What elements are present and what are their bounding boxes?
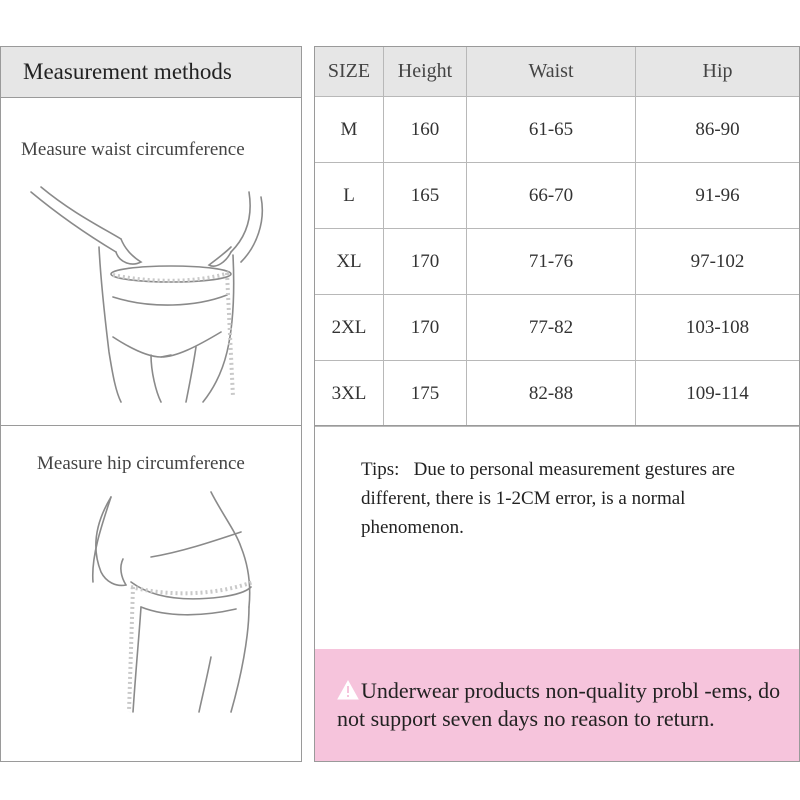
hip-cell: 103-108 (636, 295, 800, 361)
measurement-methods-panel (0, 46, 302, 762)
table-row (315, 97, 799, 163)
size-cell: L (315, 163, 384, 229)
hip-measure-illustration (71, 487, 271, 717)
waist-cell: 66-70 (467, 163, 636, 229)
height-cell: 170 (384, 295, 467, 361)
table-row (315, 229, 799, 295)
column-header-height: Height (384, 47, 467, 97)
tips-label: Tips: (361, 459, 400, 480)
waist-cell: 71-76 (467, 229, 636, 295)
table-header-row (315, 47, 799, 97)
measurement-methods-header (1, 47, 301, 98)
column-header-hip: Hip (636, 47, 800, 97)
height-cell: 175 (384, 361, 467, 427)
tips-text: Due to personal measurement gestures are different, there is 1-2CM error, is a normal phenomenon. (361, 459, 735, 538)
size-cell: 3XL (315, 361, 384, 427)
table-row (315, 163, 799, 229)
column-header-size: SIZE (315, 47, 384, 97)
tips-note (361, 455, 791, 542)
size-chart-table (315, 47, 799, 427)
right-section-divider (315, 425, 799, 426)
warning-text: Underwear products non-quality probl -ems, do not support seven days no reason to return. (337, 678, 781, 731)
left-section-divider (1, 425, 301, 426)
size-chart-panel (314, 46, 800, 762)
column-header-waist: Waist (467, 47, 636, 97)
waist-cell: 77-82 (467, 295, 636, 361)
measurement-methods-title: Measurement methods (23, 59, 232, 84)
table-row (315, 361, 799, 427)
waist-measure-illustration (21, 177, 281, 407)
waist-cell: 82-88 (467, 361, 636, 427)
hip-measure-label: Measure hip circumference (37, 453, 245, 474)
hip-cell: 109-114 (636, 361, 800, 427)
hip-cell: 97-102 (636, 229, 800, 295)
size-cell: 2XL (315, 295, 384, 361)
height-cell: 165 (384, 163, 467, 229)
waist-cell: 61-65 (467, 97, 636, 163)
waist-measure-label: Measure waist circumference (21, 139, 245, 160)
height-cell: 170 (384, 229, 467, 295)
size-cell: M (315, 97, 384, 163)
warning-message (337, 677, 797, 733)
size-cell: XL (315, 229, 384, 295)
height-cell: 160 (384, 97, 467, 163)
table-row (315, 295, 799, 361)
warning-box (315, 649, 799, 761)
hip-cell: 86-90 (636, 97, 800, 163)
hip-cell: 91-96 (636, 163, 800, 229)
warning-icon (337, 680, 359, 700)
